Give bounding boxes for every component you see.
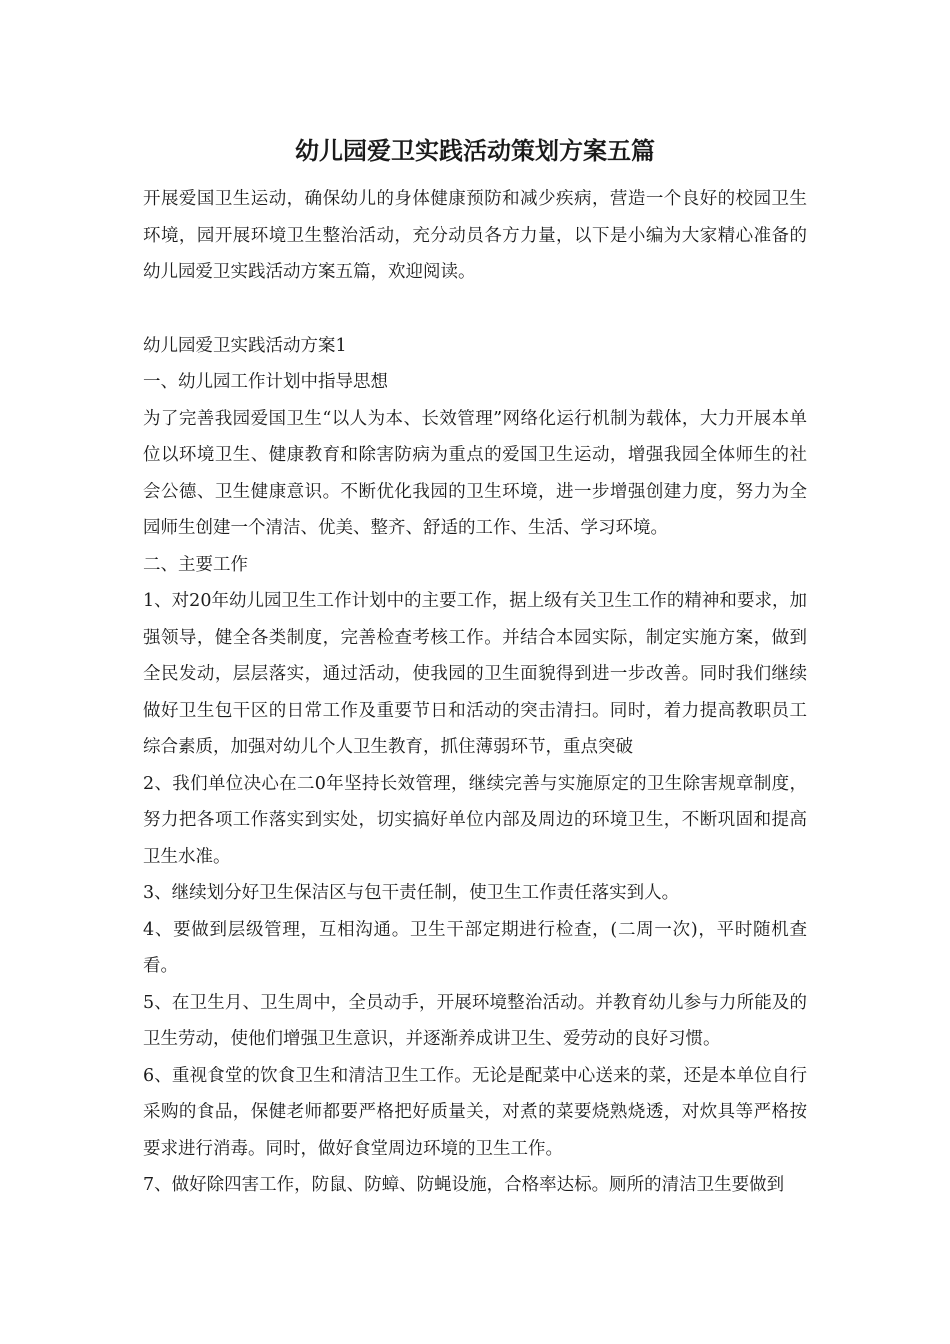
list-item-1: 1、对20年幼儿园卫生工作计划中的主要工作，据上级有关卫生工作的精神和要求，加强领导，健全各类制度，完善检查考核工作。并结合本园实际，制定实施方案，做到全民发动，层层落实，通过活动，使我园的卫生面貌得到进一步改善。同时我们继续做好卫生包干区的日常工作及重要节日和活动的突击清扫。同时，着力提高教职员工综合素质，加强对幼儿个人卫生教育，抓住薄弱环节，重点突破 [143,591,807,757]
intro-paragraph: 开展爱国卫生运动，确保幼儿的身体健康预防和减少疾病，营造一个良好的校园卫生环境，园开展环境卫生整治活动，充分动员各方力量，以下是小编为大家精心准备的幼儿园爱卫实践活动方案五篇，欢迎阅读。 [143,189,807,282]
list-item-6: 6、重视食堂的饮食卫生和清洁卫生工作。无论是配菜中心送来的菜，还是本单位自行采购的食品，保健老师都要严格把好质量关，对煮的菜要烧熟烧透，对炊具等严格按要求进行消毒。同时，做好食堂周边环境的卫生工作。 [143,1065,807,1159]
section-title: 幼儿园爱卫实践活动方案1 [143,335,347,356]
list-item-7: 7、做好除四害工作，防鼠、防蟑、防蝇设施，合格率达标。厕所的清洁卫生要做到 [143,1175,785,1195]
list-item-5: 5、在卫生月、卫生周中，全员动手，开展环境整治活动。并教育幼儿参与力所能及的卫生劳动，使他们增强卫生意识，并逐渐养成讲卫生、爱劳动的良好习惯。 [143,992,807,1049]
list-item-2: 2、我们单位决心在二0年坚持长效管理，继续完善与实施原定的卫生除害规章制度，努力把各项工作落实到实处，切实搞好单位内部及周边的环境卫生，不断巩固和提高卫生水准。 [143,773,807,867]
document-title: 幼儿园爱卫实践活动策划方案五篇 [295,136,655,165]
heading-guiding-ideology: 一、幼儿园工作计划中指导思想 [143,372,388,392]
paragraph-gap [143,291,807,328]
paragraph-guiding-ideology: 为了完善我园爱国卫生“以人为本、长效管理”网络化运行机制为载体，大力开展本单位以环境卫生、健康教育和除害防病为重点的爱国卫生运动，增强我园全体师生的社会公德、卫生健康意识。不断优化我园的卫生环境，进一步增强创建力度，努力为全园师生创建一个清洁、优美、整齐、舒适的工作、生活、学习环境。 [143,408,807,538]
heading-main-work: 二、主要工作 [143,554,248,575]
list-item-4: 4、要做到层级管理，互相沟通。卫生干部定期进行检查，(二周一次)，平时随机查看。 [143,919,807,976]
list-item-3: 3、继续划分好卫生保洁区与包干责任制，使卫生工作责任落实到人。 [143,883,680,903]
document-body [143,181,807,1204]
